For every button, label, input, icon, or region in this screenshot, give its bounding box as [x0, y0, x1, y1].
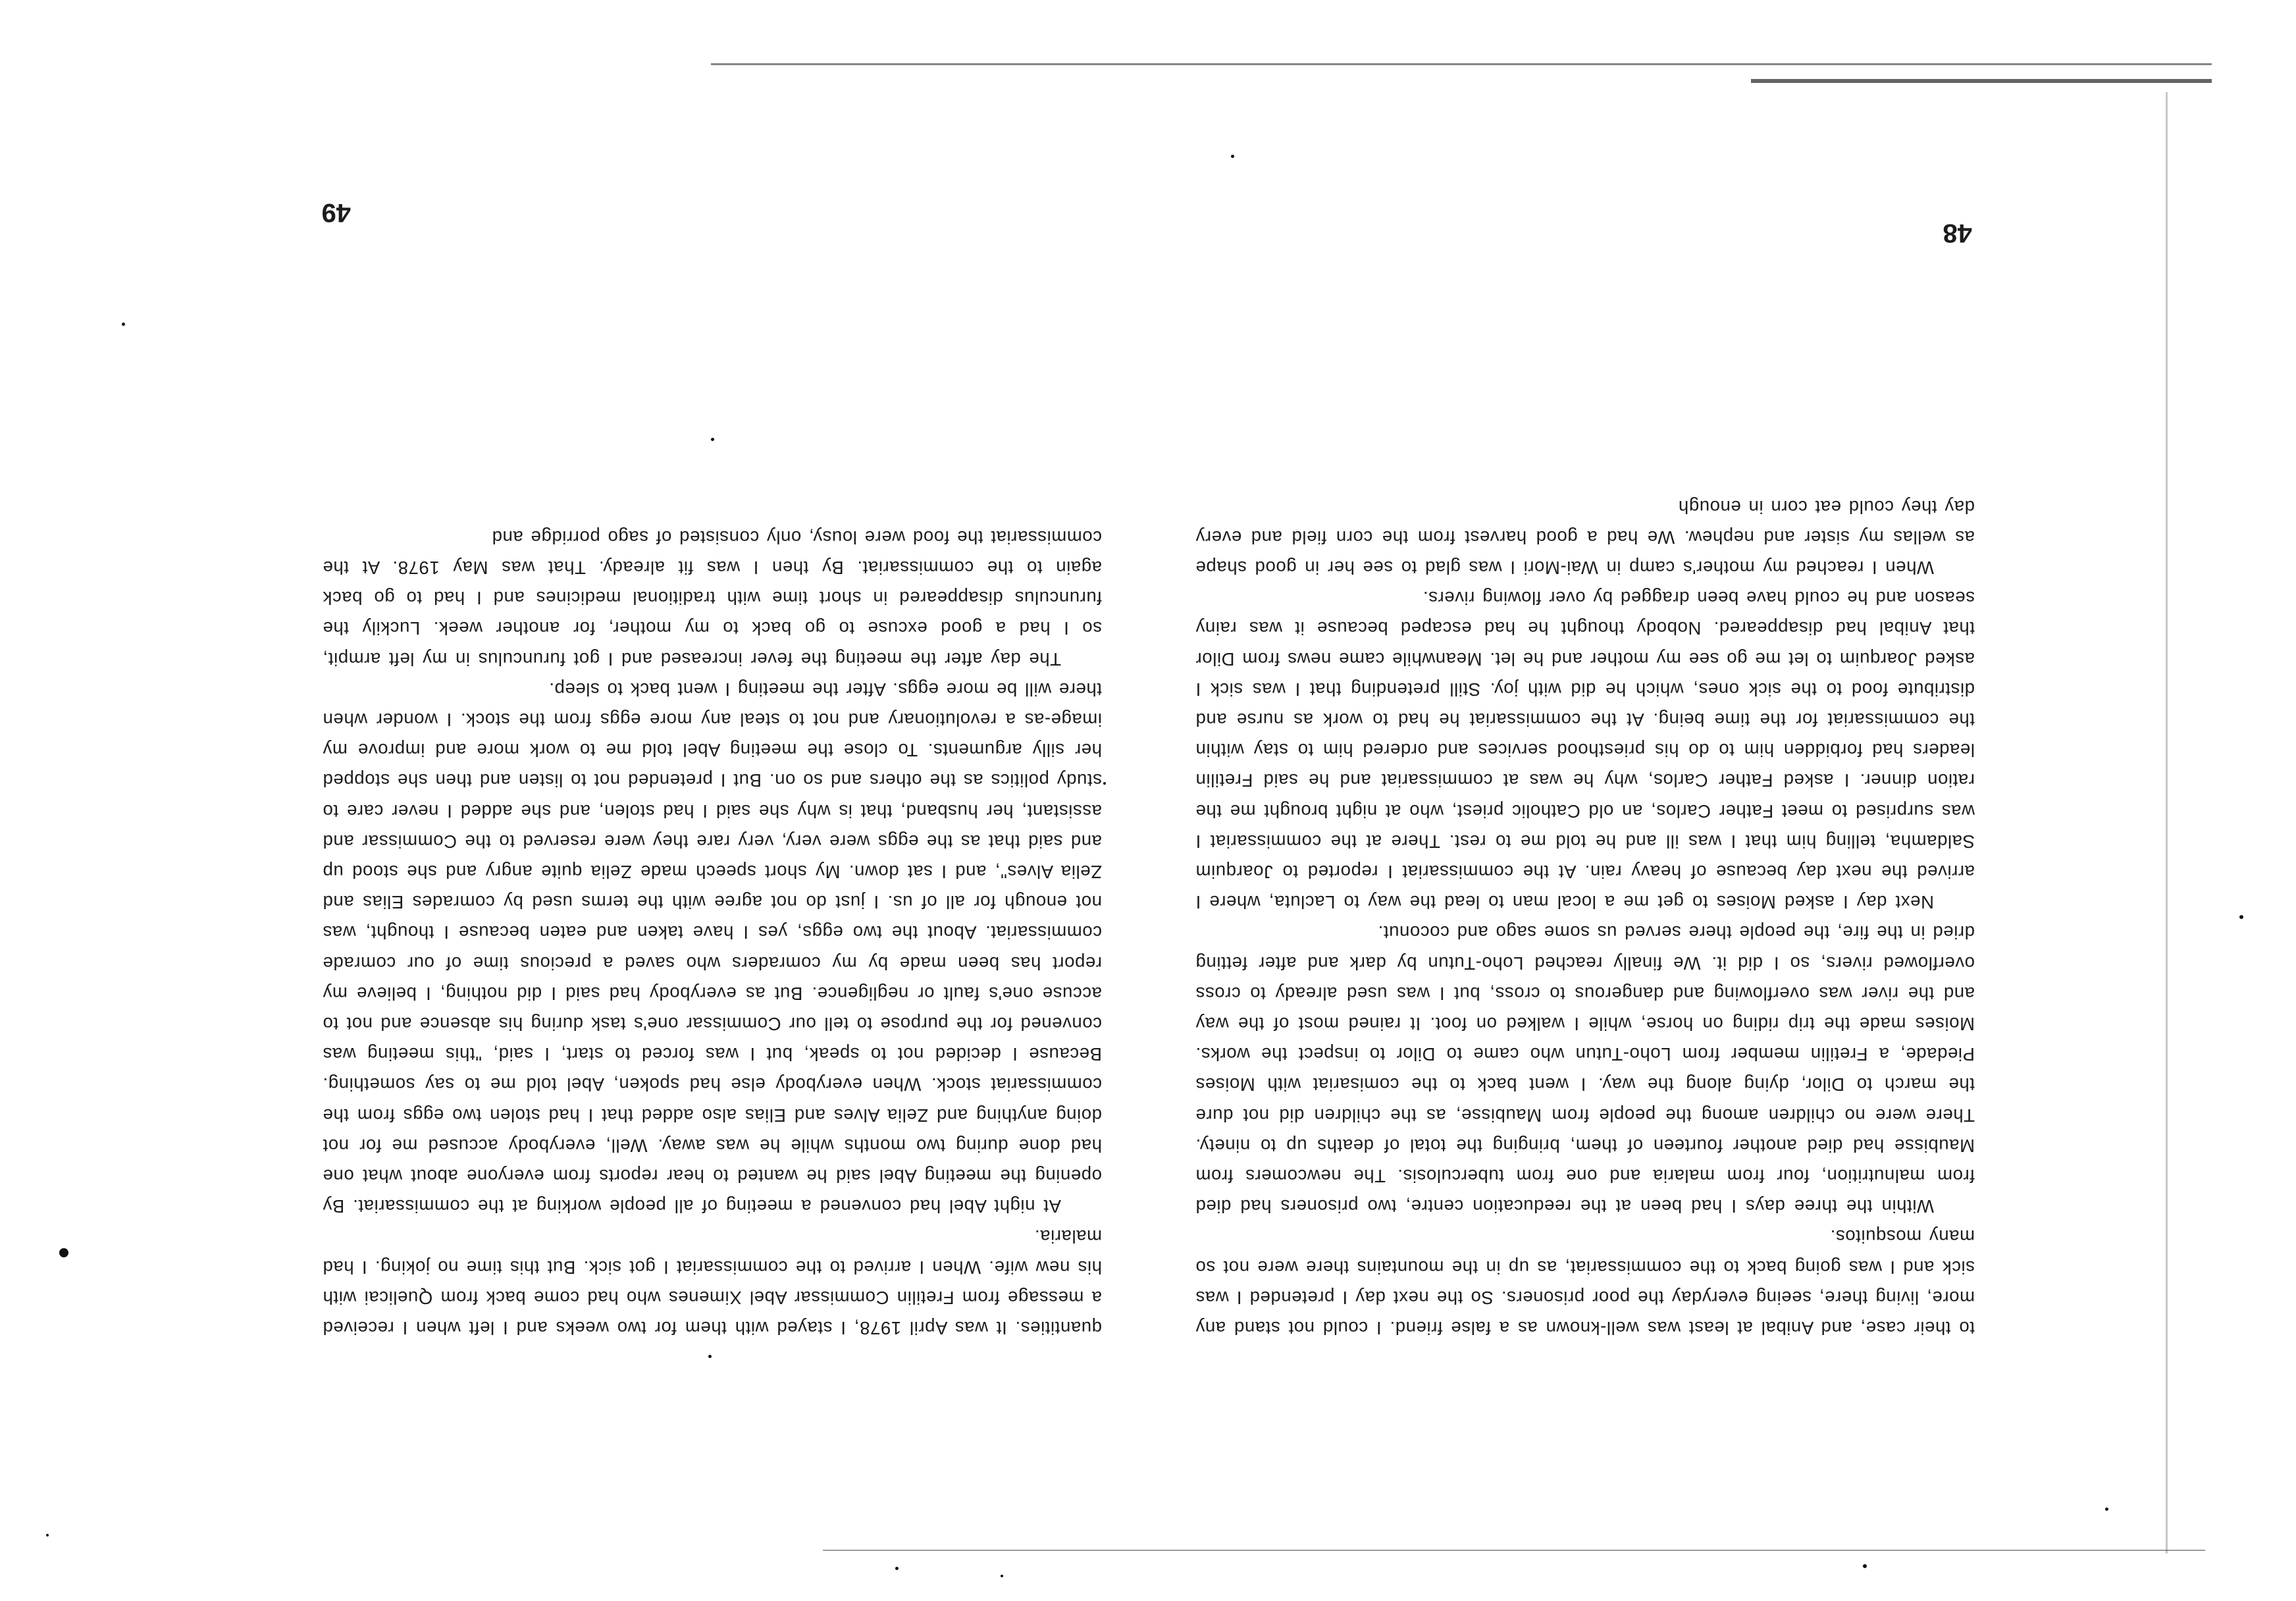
scan-speck [1001, 1575, 1003, 1577]
scan-speck [895, 1567, 899, 1570]
scan-speck [2105, 1508, 2108, 1511]
scan-speck [1231, 155, 1234, 158]
paragraph: Next day I asked Moises to get me a local man to lead the way to Lacluta, where I arrived the next day because of heavy rain. At the commissariat I reported to Joarquim Saldamha, telling him that I was ill and he told me to rest. There at the commissariat I was surprised to meet Father Carlos, an old Catholic priest, who at night brought me the ration dinner. I asked Father Carlos, why he was at commissariat and he said Fretilin leaders had forbidden him to do his priesthood services and ordered him to stay within the commissariat for the time being. At the commissariat he had to work as nurse and distribute food to the sick ones, which he did with joy. Still pretending that I was sick I asked Joarquim to let me go see my mother and he let. Meanwhile came news from Dilor that Anibal had disappeared. Nobody thought he had escaped because it was rainy season and he could have been dragged by over flowing rivers. [1195, 588, 1975, 913]
right-page [323, 522, 1102, 1343]
scan-bottom-edge [823, 1550, 2205, 1551]
paragraph: When I reached my mother's camp in Wai-Mori I was glad to see her in good shape as wellas my sister and nephew. We had a good harvest from the corn field and every day they could eat corn in enough [1195, 496, 1975, 578]
paragraph: The day after the meeting the fever increased and I got furunculus in my left armpit, so I had a good excuse to go back to my mother, for another week. Luckily the furunculus disappeared in short time with traditional medicines and I had to go back again to the commissariat. By then I was fit already. That was May 1978. At the commissariat the food were lousy, only consisted of sago porridge and [323, 527, 1102, 669]
scan-top-edge [711, 63, 2212, 65]
scan-speck [46, 1534, 49, 1536]
scan-speck [708, 1355, 712, 1358]
scan-speck [711, 438, 714, 441]
scan-speck [2239, 915, 2243, 919]
paragraph: At night Abel had convened a meeting of all people working at the commissariat. By opening the meeting Abel said he wanted to hear reports from everyone about what one had done during two months while he was away. Well, everybody accused me for not doing anything and Zelia Alves and Elias also added that I had stolen two eggs from the commissariat stock. When everybody else had spoken, Abel told me to say something. Because I decided not to speak, but I was forced to start, I said, "this meeting was convened for the purpose to tell our Commissar one's task during his absence and not to accuse one's fault or negligence. But as everybody had said I did nothing, I believe my report has been made by my comraders who saved a precious time of our comrade commissariat. About the two eggs, yes I have taken and eaten because I thought, was not enough for all of us. I just do not agree with the terms used by comrades Elias and Zelia Alves", and I sat down. My short speech made Zelia quite angry and she stood up and said that as the eggs were very, very rare they were reserved to the Commissar and assistant, her husband, that is why she said I had stolen, and she added I never care to study politics as the others and so on. But I pretended not to listen and then she stopped her silly arguments. To close the meeting Abel told me to work more and improve my image-as a revolutionary and not to steal any more eggs from the stock. I wonder when there will be more eggs. After the meeting I went back to sleep. [323, 679, 1102, 1217]
paragraph: quantities. It was April 1978, I stayed with them for two weeks and I left when I received a message from Fretilin Commissar Abel Ximenes who had come back from Quelicai with his new wife. When I arrived to the commissariat I got sick. But this time no joking. I had malaria. [323, 1226, 1102, 1338]
page-number-left: 48 [1943, 219, 1972, 248]
scan-speck [1863, 1564, 1867, 1568]
scan-right-edge [2166, 92, 2168, 1554]
scan-speck [122, 323, 125, 326]
paragraph: Within the three days I had been at the reeducation centre, two prisoners had died from malnutrition, four from malaria and one from tuberculosis. The newcomers from Maubisse had died another fourteen of them, bringing the total of deaths up to ninety. There were no children among the people from Maubisse, as the children did not dure the march to Dilor, dying along the way. I went back to the comisariat with Moises Piedade, a Fretilin member from Loho-Tutun who came to Dilor to inspect the works. Moises made the trip riding on horse, while I walked on foot. It rained most of the way and the river was overflowing and dangerous to cross, but I was used already to cross overflowed rivers, so I did it. We finally reached Loho-Tutun by dark and after fetting dried in the fire, the people there served us some sago and coconut. [1195, 922, 1975, 1217]
paragraph: to their case, and Anibal at least was well-known as a false friend. I could not stand any more, living there, seeing everyday the poor prisoners. So the next day I pretended I was sick and I was going back to the commissariat, as up in the mountains there were not so many mosquitos. [1195, 1226, 1975, 1338]
scan-top-edge-shadow [1751, 79, 2212, 83]
scan-speck [59, 1248, 68, 1257]
left-page [1195, 491, 1975, 1343]
page-number-right: 49 [321, 198, 351, 227]
scan-speck [1103, 782, 1106, 785]
